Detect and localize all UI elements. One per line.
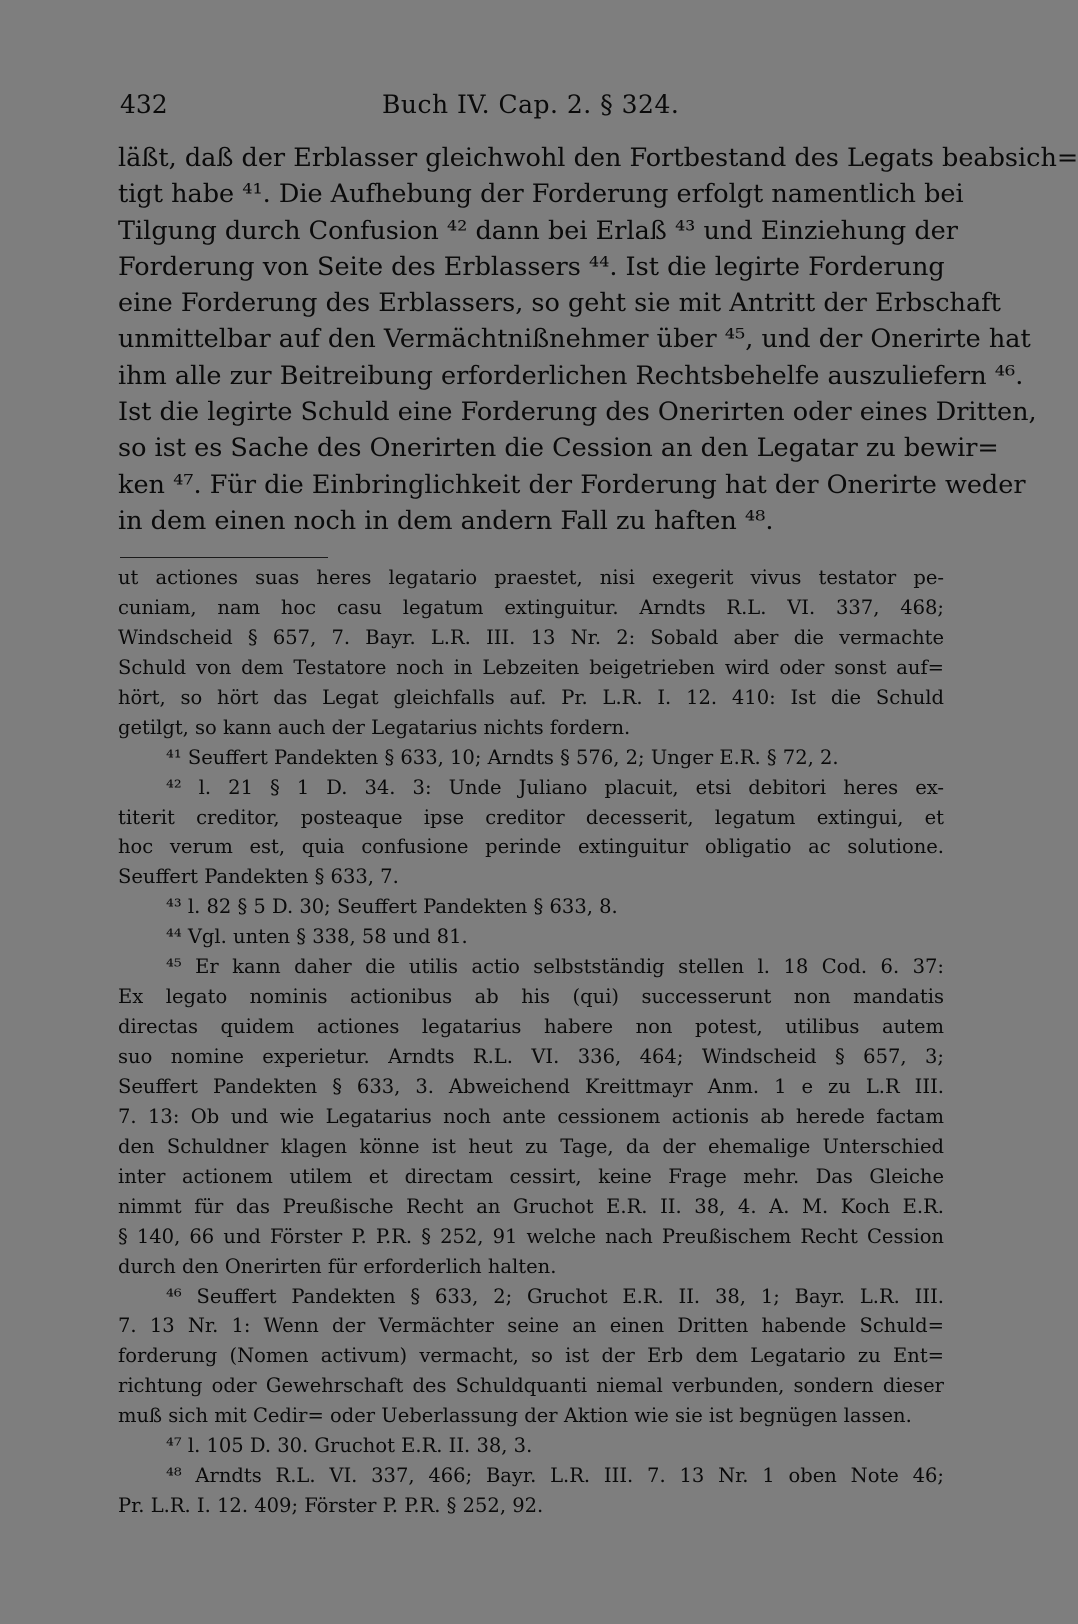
body-line: läßt, daß der Erblasser gleichwohl den Fortbestand des Legats beabsich= xyxy=(118,143,1078,173)
body-line: unmittelbar auf den Vermächtnißnehmer über ⁴⁵, und der Onerirte hat xyxy=(118,324,1031,355)
footnote-line: Ex legato nominis actionibus ab his (qui) successerunt non mandatis xyxy=(118,985,944,1009)
footnote-line: forderung (Nomen activum) vermacht, so ist der Erb dem Legatario zu Ent= xyxy=(118,1344,944,1368)
footnote-line: § 140, 66 und Förster P. P.R. § 252, 91 welche nach Preußischem Recht Cession xyxy=(118,1224,944,1248)
footnote-line: Schuld von dem Testatore noch in Lebzeiten beigetrieben wird oder sonst auf= xyxy=(118,655,944,679)
page-number: 432 xyxy=(120,90,168,119)
footnote-line: Seuffert Pandekten § 633, 3. Abweichend Kreittmayr Anm. 1 e zu L.R III. xyxy=(118,1074,944,1098)
body-line: eine Forderung des Erblassers, so geht sie mit Antritt der Erbschaft xyxy=(118,288,1001,319)
page-header xyxy=(120,90,940,130)
footnote-46: ⁴⁶ Seuffert Pandekten § 633, 2; Gruchot E.R. II. 38, 1; Bayr. L.R. III. xyxy=(166,1284,944,1308)
footnote-line: hört, so hört das Legat gleichfalls auf. Pr. L.R. I. 12. 410: Ist die Schuld xyxy=(118,685,944,709)
footnote-line: inter actionem utilem et directam cessirt, keine Frage mehr. Das Gleiche xyxy=(118,1164,944,1188)
body-line: ken ⁴⁷. Für die Einbringlichkeit der Forderung hat der Onerirte weder xyxy=(118,469,1026,500)
body-line: ihm alle zur Beitreibung erforderlichen Rechtsbehelfe auszuliefern ⁴⁶. xyxy=(118,360,1024,391)
footnote-line: Seuffert Pandekten § 633, 7. xyxy=(118,865,399,889)
footnote-45: ⁴⁵ Er kann daher die utilis actio selbstständig stellen l. 18 Cod. 6. 37: xyxy=(166,955,944,979)
body-line: Ist die legirte Schuld eine Forderung des Onerirten oder eines Dritten, xyxy=(118,397,1037,428)
footnote-line: muß sich mit Cedir= oder Ueberlassung der Aktion wie sie ist begnügen lassen. xyxy=(118,1404,912,1428)
body-line: tigt habe ⁴¹. Die Aufhebung der Forderung erfolgt namentlich bei xyxy=(118,179,964,210)
footnote-line: directas quidem actiones legatarius habere non potest, utilibus autem xyxy=(118,1015,944,1039)
footnote-line: nimmt für das Preußische Recht an Gruchot E.R. II. 38, 4. A. M. Koch E.R. xyxy=(118,1194,944,1218)
footnote-line: cuniam, nam hoc casu legatum extinguitur. Arndts R.L. VI. 337, 468; xyxy=(118,595,944,619)
footnote-line: 7. 13 Nr. 1: Wenn der Vermächter seine an einen Dritten habende Schuld= xyxy=(118,1314,944,1338)
main-text xyxy=(118,140,1078,539)
footnote-line: Pr. L.R. I. 12. 409; Förster P. P.R. § 252, 92. xyxy=(118,1494,544,1518)
footnote-48: ⁴⁸ Arndts R.L. VI. 337, 466; Bayr. L.R. III. 7. 13 Nr. 1 oben Note 46; xyxy=(166,1464,944,1488)
footnote-41: ⁴¹ Seuffert Pandekten § 633, 10; Arndts § 576, 2; Unger E.R. § 72, 2. xyxy=(166,745,839,769)
footnote-44: ⁴⁴ Vgl. unten § 338, 58 und 81. xyxy=(166,925,468,949)
body-line: so ist es Sache des Onerirten die Cession an den Legatar zu bewir= xyxy=(118,433,999,464)
body-line: Tilgung durch Confusion ⁴² dann bei Erlaß ⁴³ und Einziehung der xyxy=(118,215,958,246)
footnote-line: 7. 13: Ob und wie Legatarius noch ante cessionem actionis ab herede factam xyxy=(118,1104,944,1128)
footnote-line: titerit creditor, posteaque ipse creditor decesserit, legatum extingui, et xyxy=(118,805,944,829)
body-line: in dem einen noch in dem andern Fall zu haften ⁴⁸. xyxy=(118,505,774,536)
footnote-line: Windscheid § 657, 7. Bayr. L.R. III. 13 Nr. 2: Sobald aber die vermachte xyxy=(118,625,944,649)
footnote-separator xyxy=(120,557,328,558)
footnote-line: durch den Onerirten für erforderlich halten. xyxy=(118,1254,557,1278)
footnote-line: richtung oder Gewehrschaft des Schuldquanti niemal verbunden, sondern dieser xyxy=(118,1374,944,1398)
footnote-line: suo nomine experietur. Arndts R.L. VI. 336, 464; Windscheid § 657, 3; xyxy=(118,1045,944,1068)
footnote-line: ut actiones suas heres legatario praestet, nisi exegerit vivus testator pe- xyxy=(118,566,944,589)
running-title: Buch IV. Cap. 2. § 324. xyxy=(382,90,680,119)
footnote-42: ⁴² l. 21 § 1 D. 34. 3: Unde Juliano placuit, etsi debitori heres ex- xyxy=(166,775,944,799)
body-line: Forderung von Seite des Erblassers ⁴⁴. Ist die legirte Forderung xyxy=(118,251,945,282)
footnote-line: getilgt, so kann auch der Legatarius nichts fordern. xyxy=(118,715,631,739)
footnote-line: den Schuldner klagen könne ist heut zu Tage, da der ehemalige Unterschied xyxy=(118,1134,944,1158)
footnote-43: ⁴³ l. 82 § 5 D. 30; Seuffert Pandekten § 633, 8. xyxy=(166,895,618,919)
footnote-line: hoc verum est, quia confusione perinde extinguitur obligatio ac solutione. xyxy=(118,835,944,859)
footnotes xyxy=(118,563,944,1521)
footnote-47: ⁴⁷ l. 105 D. 30. Gruchot E.R. II. 38, 3. xyxy=(166,1434,533,1458)
